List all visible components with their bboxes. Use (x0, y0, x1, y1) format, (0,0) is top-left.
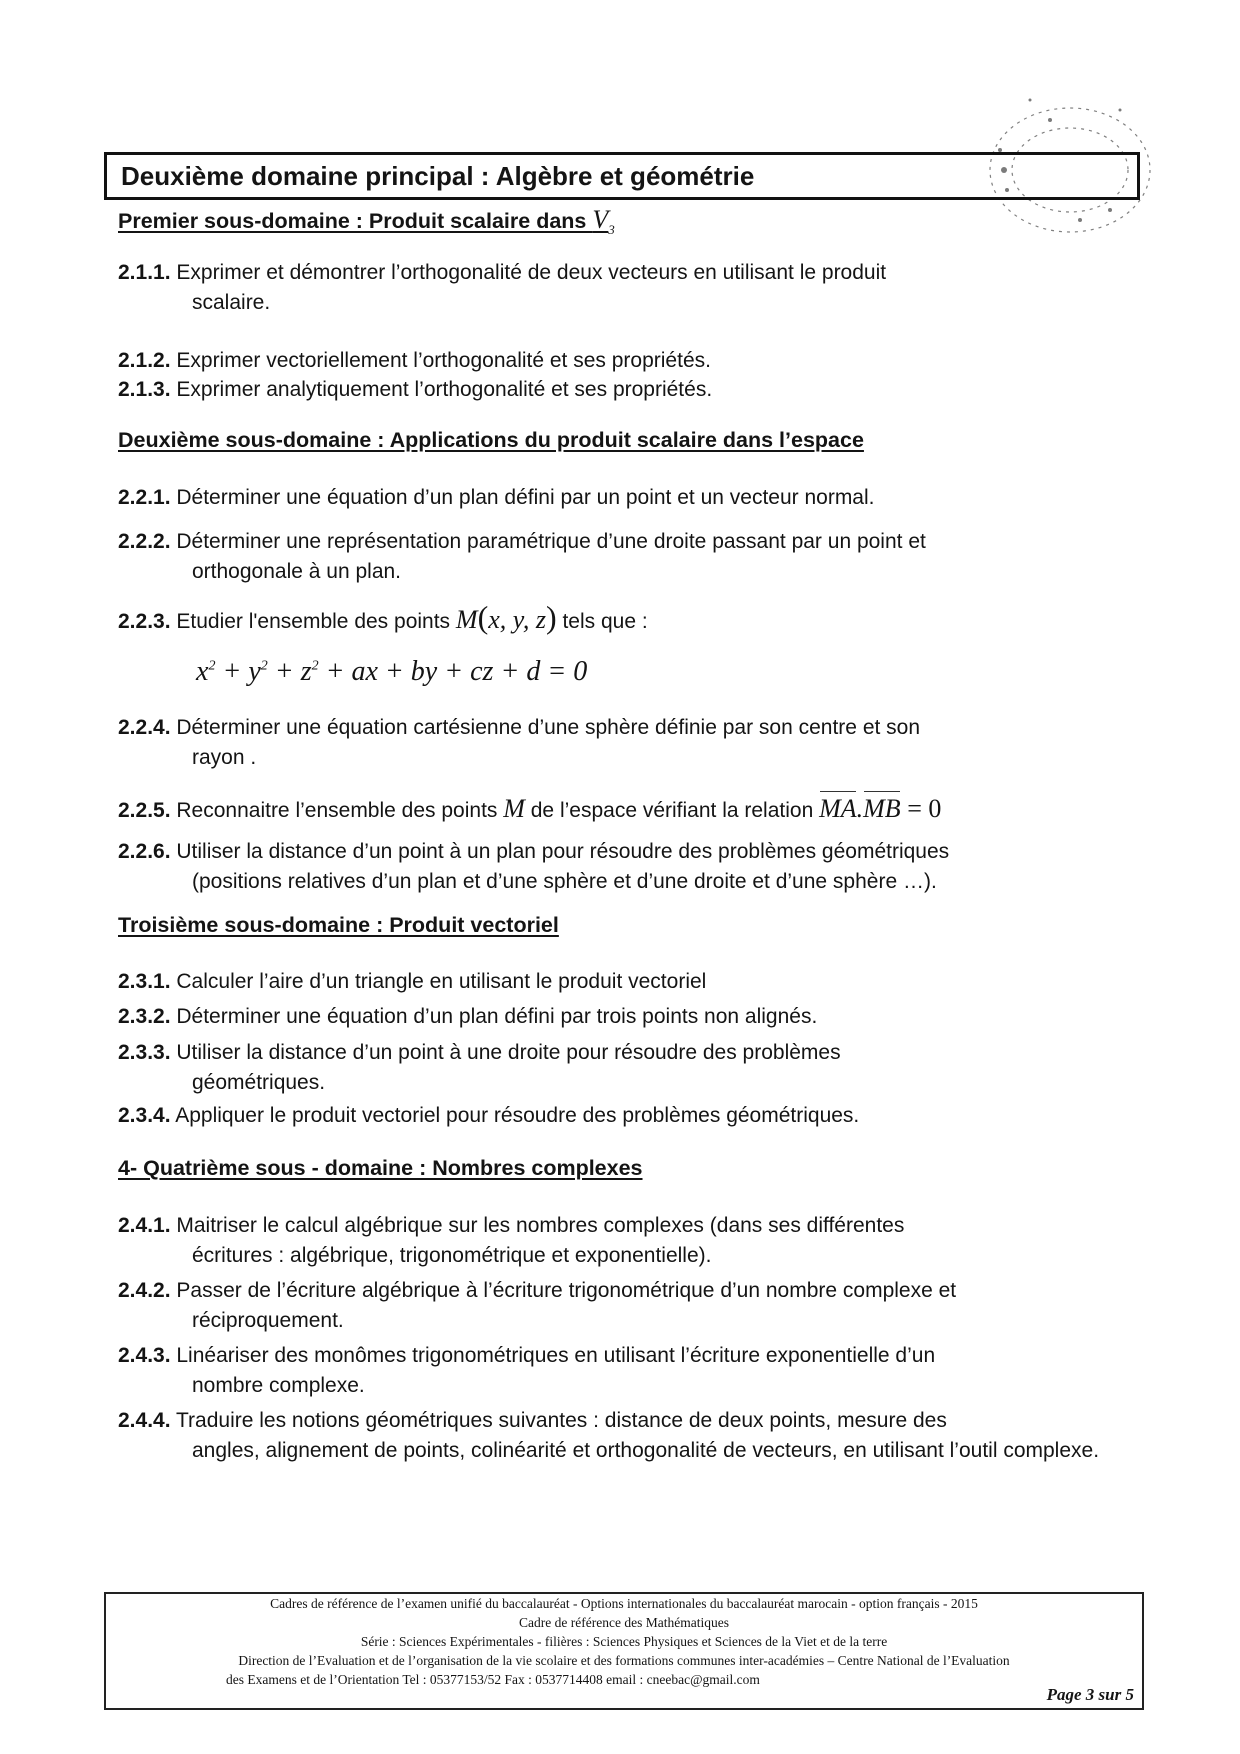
list-item: 2.3.3. Utiliser la distance d’un point à une droite pour résoudre des problèmes géométriques. (118, 1041, 841, 1094)
list-item: 2.4.4. Traduire les notions géométriques suivantes : distance de deux points, mesure des angles, alignement de points, colinéarité et orthogonalité de vecteurs, en utilisant l’outil complexe. (118, 1409, 1100, 1462)
list-item: 2.2.6. Utiliser la distance d’un point à un plan pour résoudre des problèmes géométriques (positions relatives d’un plan et d’une sphère et d’une droite et d’une sphère …). (118, 840, 950, 893)
list-item: 2.2.1. Déterminer une équation d’un plan défini par un point et un vecteur normal. (118, 486, 875, 509)
list-item: 2.2.2. Déterminer une représentation paramétrique d’une droite passant par un point et orthogonale à un plan. (118, 530, 926, 583)
list-item: 2.2.5. Reconnaitre l’ensemble des points M de l’espace vérifiant la relation MA.MB = 0 (118, 794, 942, 823)
domain-header (104, 152, 1140, 200)
page-title: Deuxième domaine principal : Algèbre et géométrie (121, 161, 755, 191)
list-item: 2.4.3. Linéariser des monômes trigonométriques en utilisant l’écriture exponentielle d’un nombre complexe. (118, 1344, 936, 1397)
page-footer: Cadres de référence de l’examen unifié du baccalauréat - Options internationales du baccalauréat marocain - option français - 2015 Cadre de référence des Mathématiques Série : Sciences Expérimentales - filières : Sciences Physiques et Sciences de la Viet et de la terre Direction de l’Evaluation et de l’organisation de la vie scolaire et des formations communes inter-académies – Centre National de l’Evaluation des Examens et de l’Orientation Tel : 05377153/52 Fax : 0537714408 email : cneebac@gmail.com Page 3 sur 5 (104, 1592, 1144, 1710)
section-title-1 (118, 205, 615, 238)
list-item: 2.3.1. Calculer l’aire d’un triangle en utilisant le produit vectoriel (118, 970, 707, 993)
list-item: 2.1.1. Exprimer et démontrer l’orthogonalité de deux vecteurs en utilisant le produit scalaire. (118, 261, 887, 314)
section-title-4: 4- Quatrième sous - domaine : Nombres complexes (118, 1156, 643, 1180)
list-item: 2.4.2. Passer de l’écriture algébrique à l’écriture trigonométrique d’un nombre complexe et réciproquement. (118, 1279, 957, 1332)
list-item: 2.1.3. Exprimer analytiquement l’orthogonalité et ses propriétés. (118, 378, 713, 401)
list-item: 2.4.1. Maitriser le calcul algébrique sur les nombres complexes (dans ses différentes écritures : algébrique, trigonométrique et exponentielle). (118, 1214, 905, 1267)
list-item: 2.2.3. Etudier l'ensemble des points M(x, y, z) tels que : (118, 599, 648, 635)
dot-product-relation: MA.MB = 0 (819, 794, 942, 823)
section-title-text: Premier sous-domaine : Produit scalaire dans (118, 209, 593, 233)
section-title-2: Deuxième sous-domaine : Applications du produit scalaire dans l’espace (118, 428, 864, 452)
section-title-3: Troisième sous-domaine : Produit vectoriel (118, 913, 559, 937)
list-item: 2.3.2. Déterminer une équation d’un plan défini par trois points non alignés. (118, 1005, 818, 1028)
v3-symbol: $V_3$ (592, 205, 615, 238)
list-item: 2.2.4. Déterminer une équation cartésienne d’une sphère définie par son centre et son rayon . (118, 716, 921, 769)
list-item: 2.1.2. Exprimer vectoriellement l’orthogonalité et ses propriétés. (118, 349, 711, 372)
page-number: Page 3 sur 5 (1046, 1685, 1134, 1704)
list-item: 2.3.4. Appliquer le produit vectoriel pour résoudre des problèmes géométriques. (118, 1104, 860, 1127)
sphere-equation: $x^2 + y^2 + z^2$ + ax + by + cz + d = 0 (196, 656, 588, 687)
